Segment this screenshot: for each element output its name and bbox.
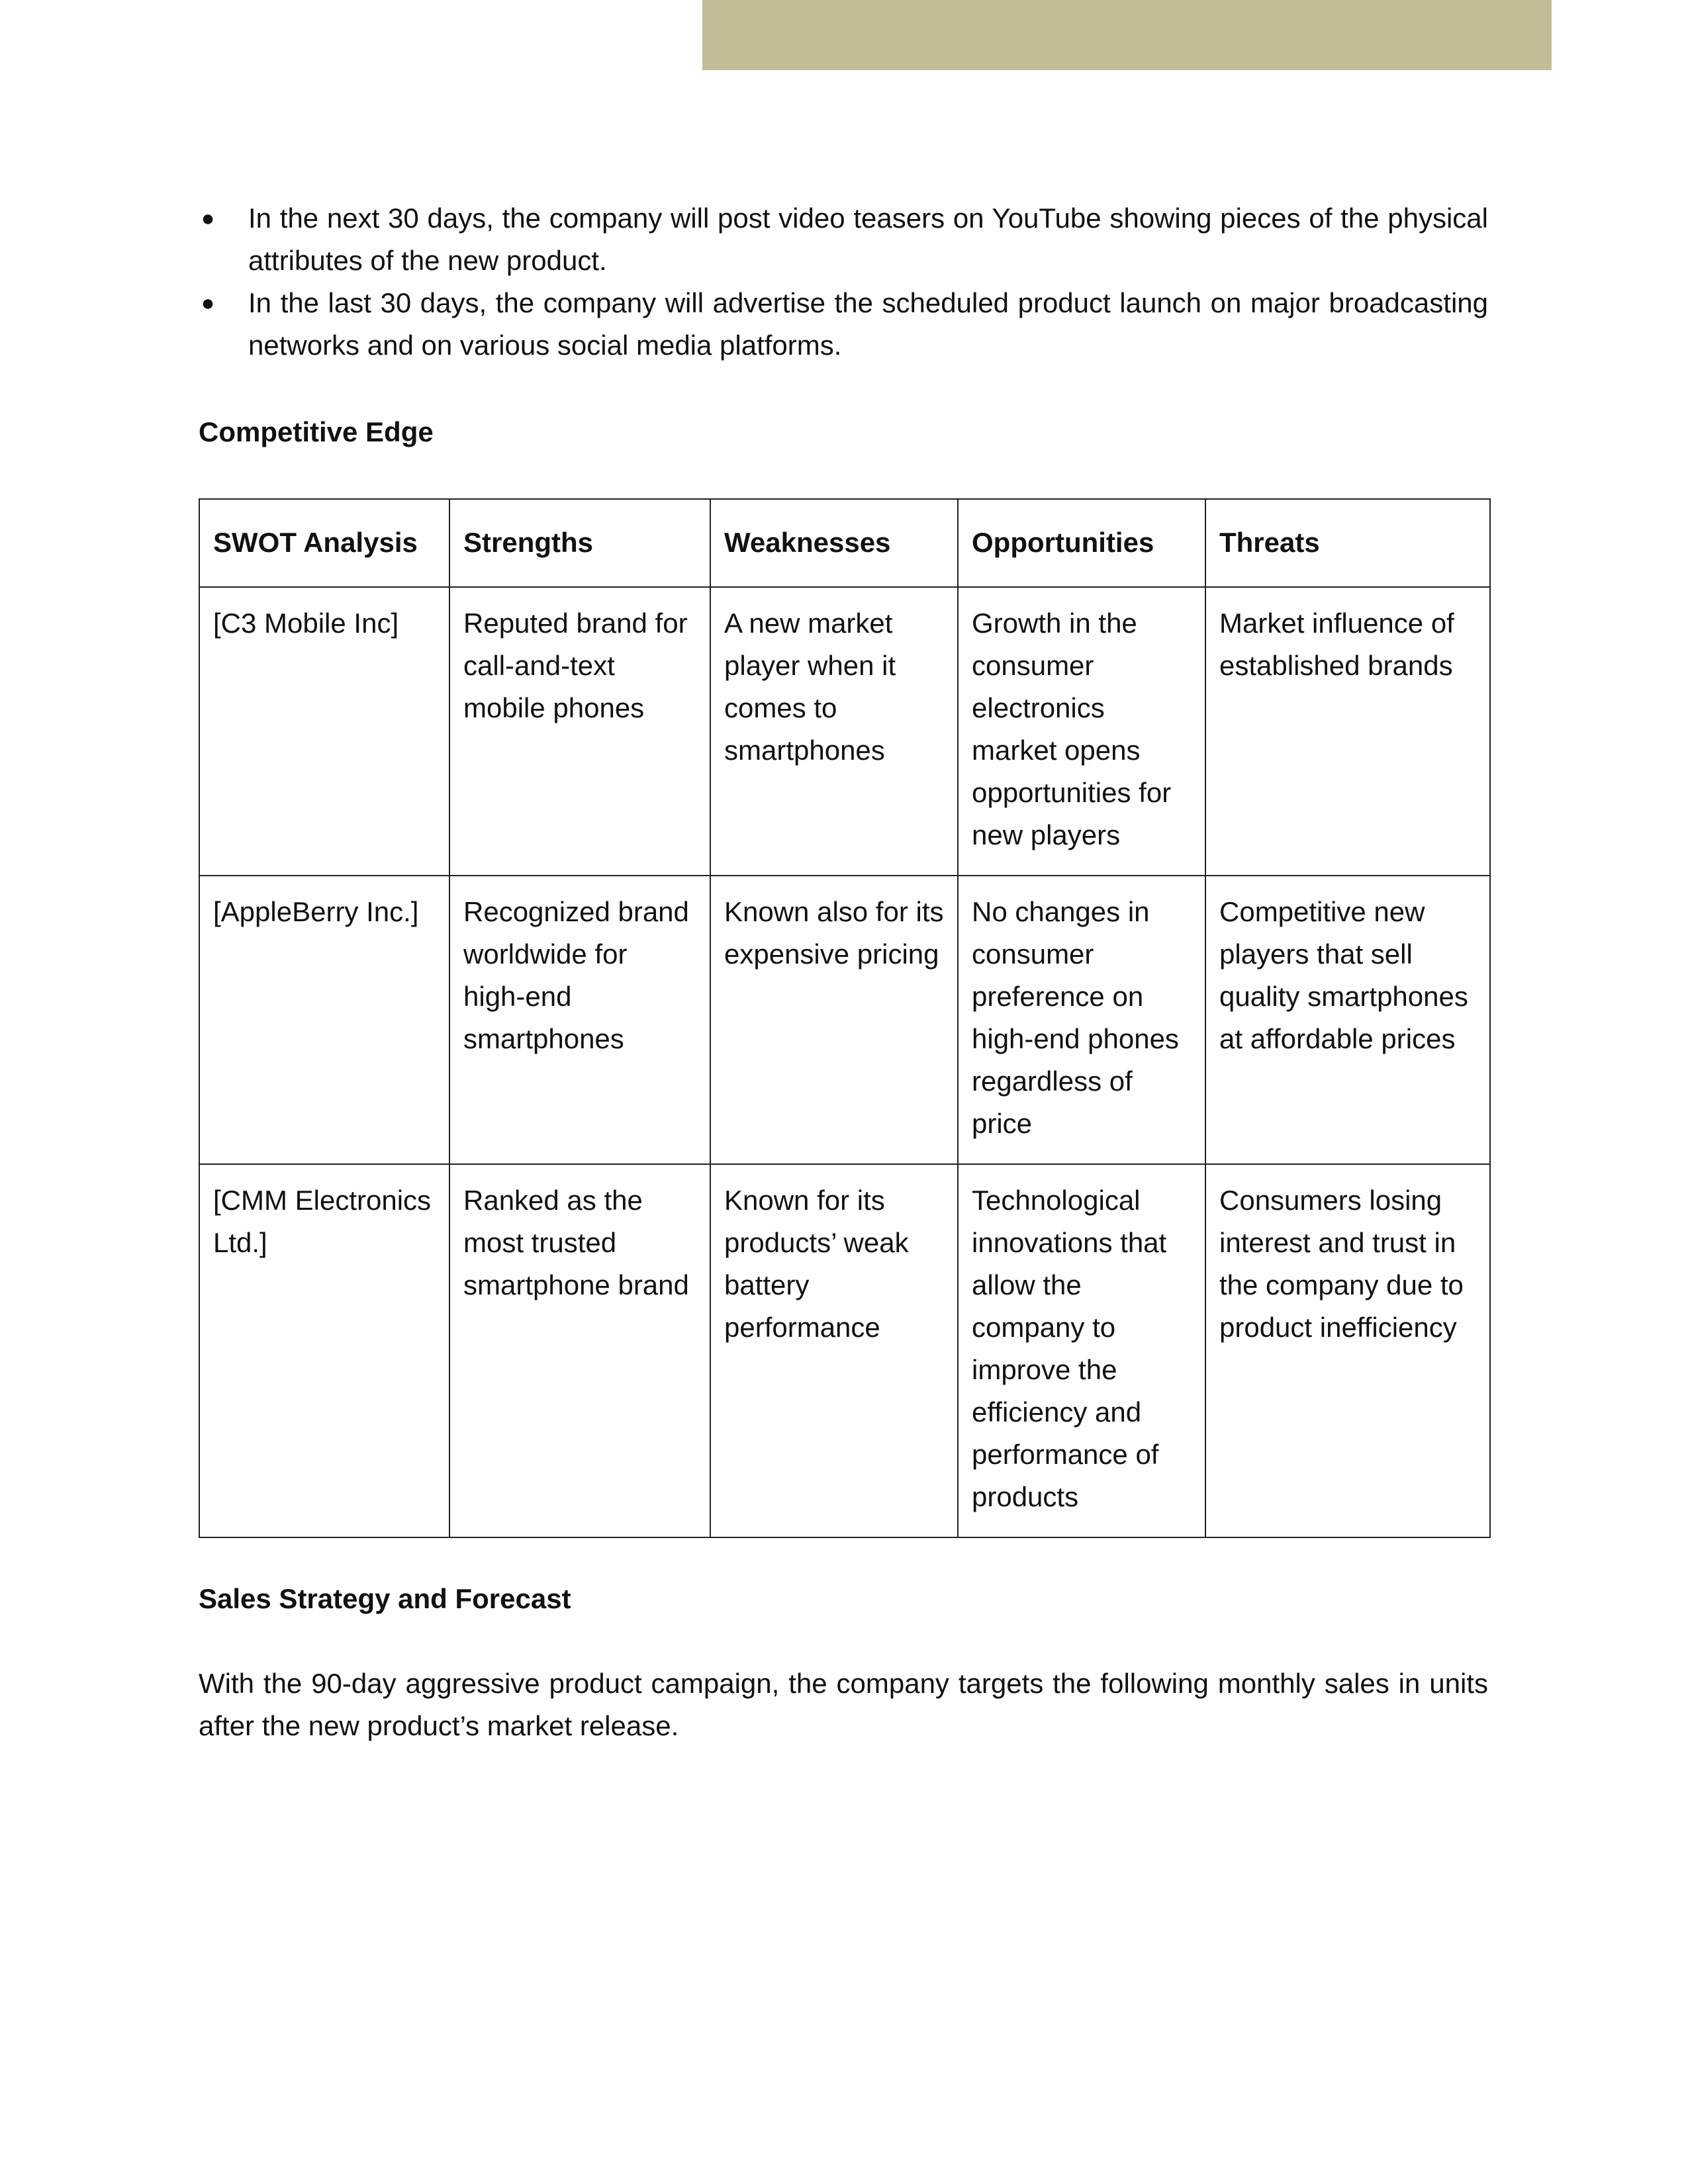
bullet-text: In the last 30 days, the company will advertise the scheduled product launch on major broadcasting networks and on various social media platforms. — [248, 287, 1488, 361]
header-threats: Threats — [1205, 499, 1490, 587]
opportunities-cell: Growth in the consumer electronics market opens opportunities for new players — [958, 587, 1205, 876]
strengths-cell: Recognized brand worldwide for high-end smartphones — [449, 876, 710, 1164]
header-accent-band — [702, 0, 1552, 70]
bullet-item — [199, 197, 1488, 282]
competitive-edge-heading: Competitive Edge — [199, 416, 434, 447]
bullet-icon: ● — [201, 206, 215, 231]
weaknesses-cell: A new market player when it comes to smartphones — [710, 587, 958, 876]
opportunities-cell: Technological innovations that allow the company to improve the efficiency and performance of products — [958, 1164, 1205, 1537]
strengths-cell: Ranked as the most trusted smartphone brand — [449, 1164, 710, 1537]
header-weaknesses: Weaknesses — [710, 499, 958, 587]
strengths-cell: Reputed brand for call-and-text mobile phones — [449, 587, 710, 876]
swot-table — [199, 498, 1491, 1538]
threats-cell: Market influence of established brands — [1205, 587, 1490, 876]
weaknesses-cell: Known for its products’ weak battery performance — [710, 1164, 958, 1537]
opportunities-cell: No changes in consumer preference on high-end phones regardless of price — [958, 876, 1205, 1164]
weaknesses-cell: Known also for its expensive pricing — [710, 876, 958, 1164]
header-opportunities: Opportunities — [958, 499, 1205, 587]
document-body — [199, 197, 1488, 1775]
table-row — [199, 1164, 1490, 1537]
bullet-text: In the next 30 days, the company will post video teasers on YouTube showing pieces of the physical attributes of the new product. — [248, 203, 1488, 276]
bullet-item — [199, 282, 1488, 367]
table-row — [199, 876, 1490, 1164]
sales-paragraph: With the 90-day aggressive product campaign, the company targets the following monthly sales in units after the new product’s market release. — [199, 1668, 1488, 1741]
header-swot-analysis: SWOT Analysis — [199, 499, 449, 587]
bullet-icon: ● — [201, 291, 215, 316]
company-cell: [AppleBerry Inc.] — [199, 876, 449, 1164]
header-strengths: Strengths — [449, 499, 710, 587]
table-header-row — [199, 499, 1490, 587]
threats-cell: Consumers losing interest and trust in the company due to product inefficiency — [1205, 1164, 1490, 1537]
sales-strategy-heading: Sales Strategy and Forecast — [199, 1583, 571, 1614]
company-cell: [C3 Mobile Inc] — [199, 587, 449, 876]
threats-cell: Competitive new players that sell quality smartphones at affordable prices — [1205, 876, 1490, 1164]
table-row — [199, 587, 1490, 876]
bullet-list — [199, 197, 1488, 367]
company-cell: [CMM Electronics Ltd.] — [199, 1164, 449, 1537]
